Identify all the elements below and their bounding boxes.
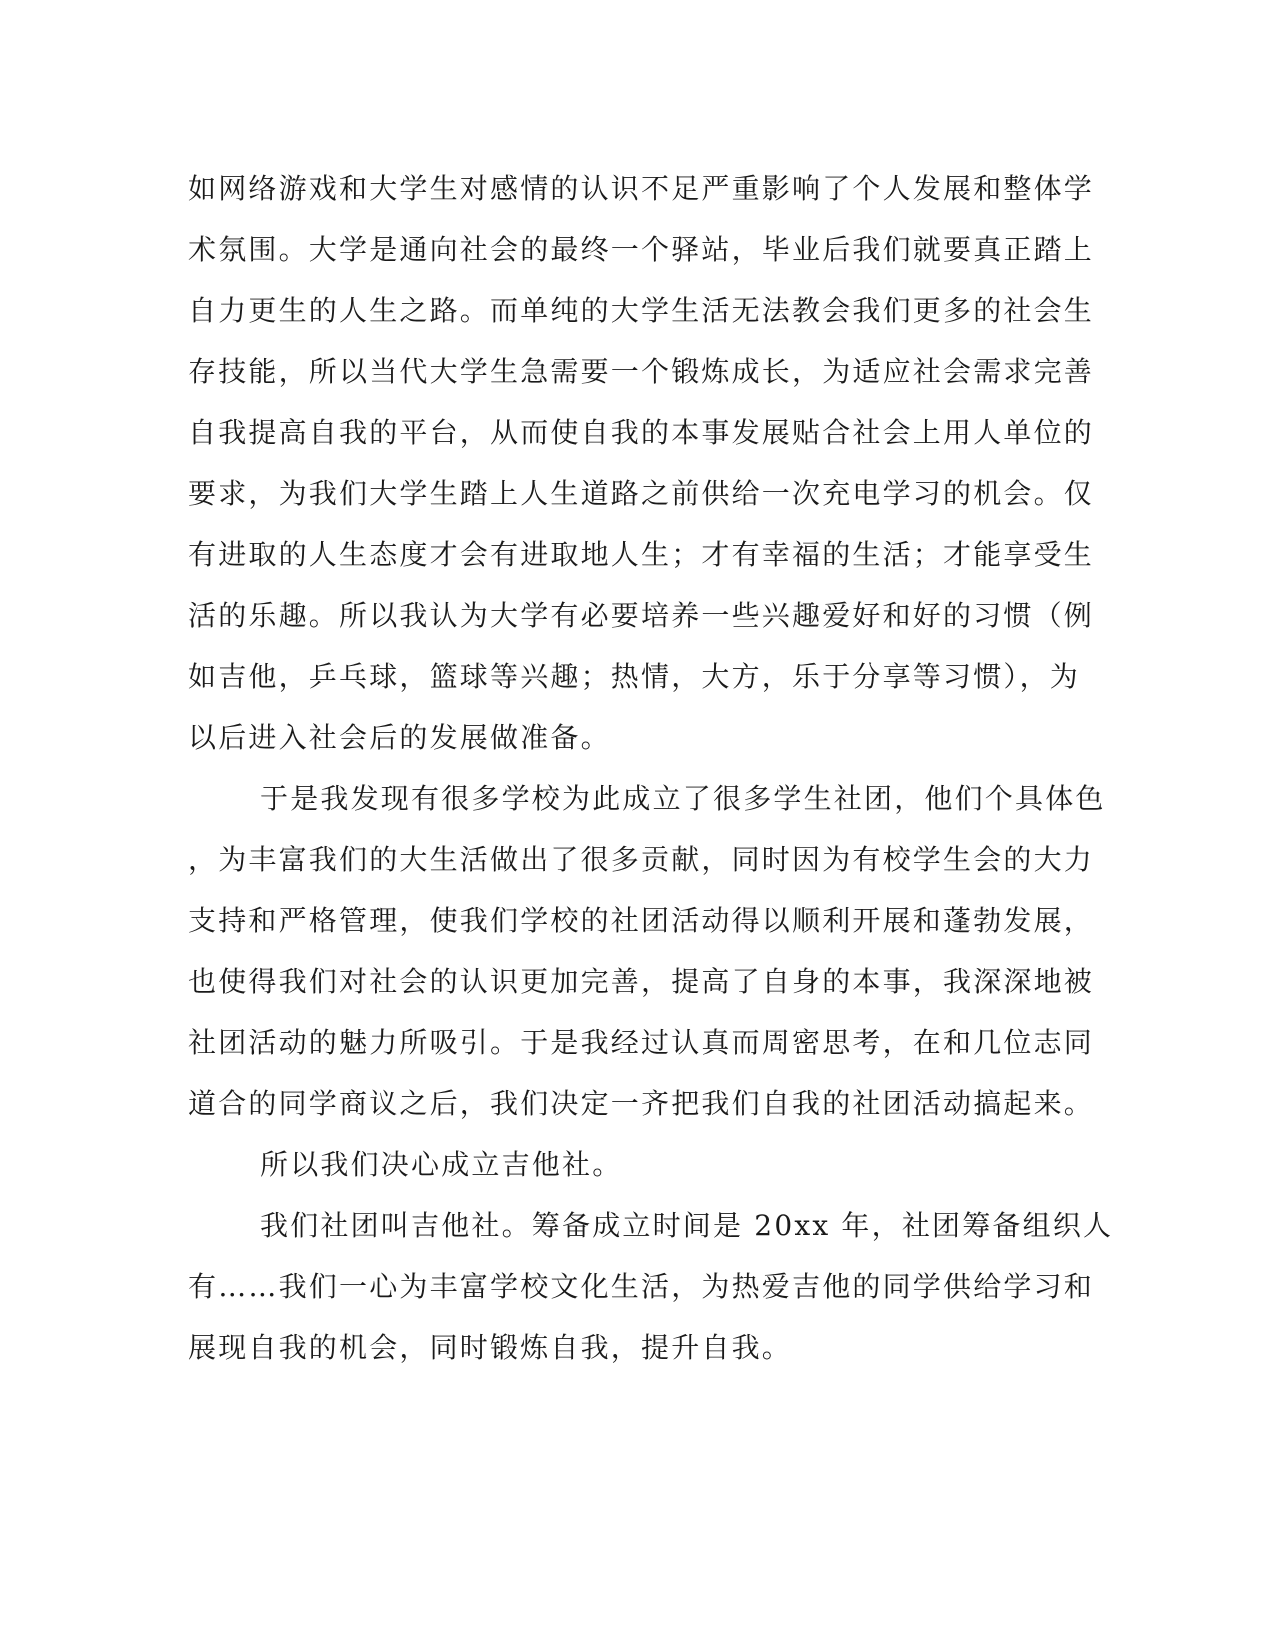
text-line: 社团活动的魅力所吸引。于是我经过认真而周密思考，在和几位志同	[188, 1026, 1095, 1059]
text-line: 如网络游戏和大学生对感情的认识不足严重影响了个人发展和整体学	[188, 172, 1095, 205]
text-line: 有……我们一心为丰富学校文化生活，为热爱吉他的同学供给学习和	[188, 1270, 1095, 1303]
text-line: 如吉他，乒乓球，篮球等兴趣；热情，大方，乐于分享等习惯），为	[188, 660, 1081, 693]
text-line: 于是我发现有很多学校为此成立了很多学生社团，他们个具体色	[260, 782, 1106, 815]
text-line: ，为丰富我们的大生活做出了很多贡献，同时因为有校学生会的大力	[188, 843, 1095, 876]
text-line: 活的乐趣。所以我认为大学有必要培养一些兴趣爱好和好的习惯（例	[188, 599, 1095, 632]
text-line: 自力更生的人生之路。而单纯的大学生活无法教会我们更多的社会生	[188, 294, 1095, 327]
text-line: 自我提高自我的平台，从而使自我的本事发展贴合社会上用人单位的	[188, 416, 1095, 449]
text-line: 也使得我们对社会的认识更加完善，提高了自身的本事，我深深地被	[188, 965, 1095, 998]
text-line: 有进取的人生态度才会有进取地人生；才有幸福的生活；才能享受生	[188, 538, 1095, 571]
text-line: 支持和严格管理，使我们学校的社团活动得以顺利开展和蓬勃发展，	[188, 904, 1095, 937]
text-line: 要求，为我们大学生踏上人生道路之前供给一次充电学习的机会。仅	[188, 477, 1095, 510]
text-line: 展现自我的机会，同时锻炼自我，提升自我。	[188, 1331, 793, 1364]
text-line: 术氛围。大学是通向社会的最终一个驿站，毕业后我们就要真正踏上	[188, 233, 1095, 266]
text-line: 道合的同学商议之后，我们决定一齐把我们自我的社团活动搞起来。	[188, 1087, 1095, 1120]
text-line: 我们社团叫吉他社。筹备成立时间是 20xx 年，社团筹备组织人	[260, 1209, 1114, 1242]
text-line: 以后进入社会后的发展做准备。	[188, 721, 611, 754]
body-text	[188, 158, 1114, 1378]
text-line: 存技能，所以当代大学生急需要一个锻炼成长，为适应社会需求完善	[188, 355, 1095, 388]
text-line: 所以我们决心成立吉他社。	[260, 1148, 623, 1181]
